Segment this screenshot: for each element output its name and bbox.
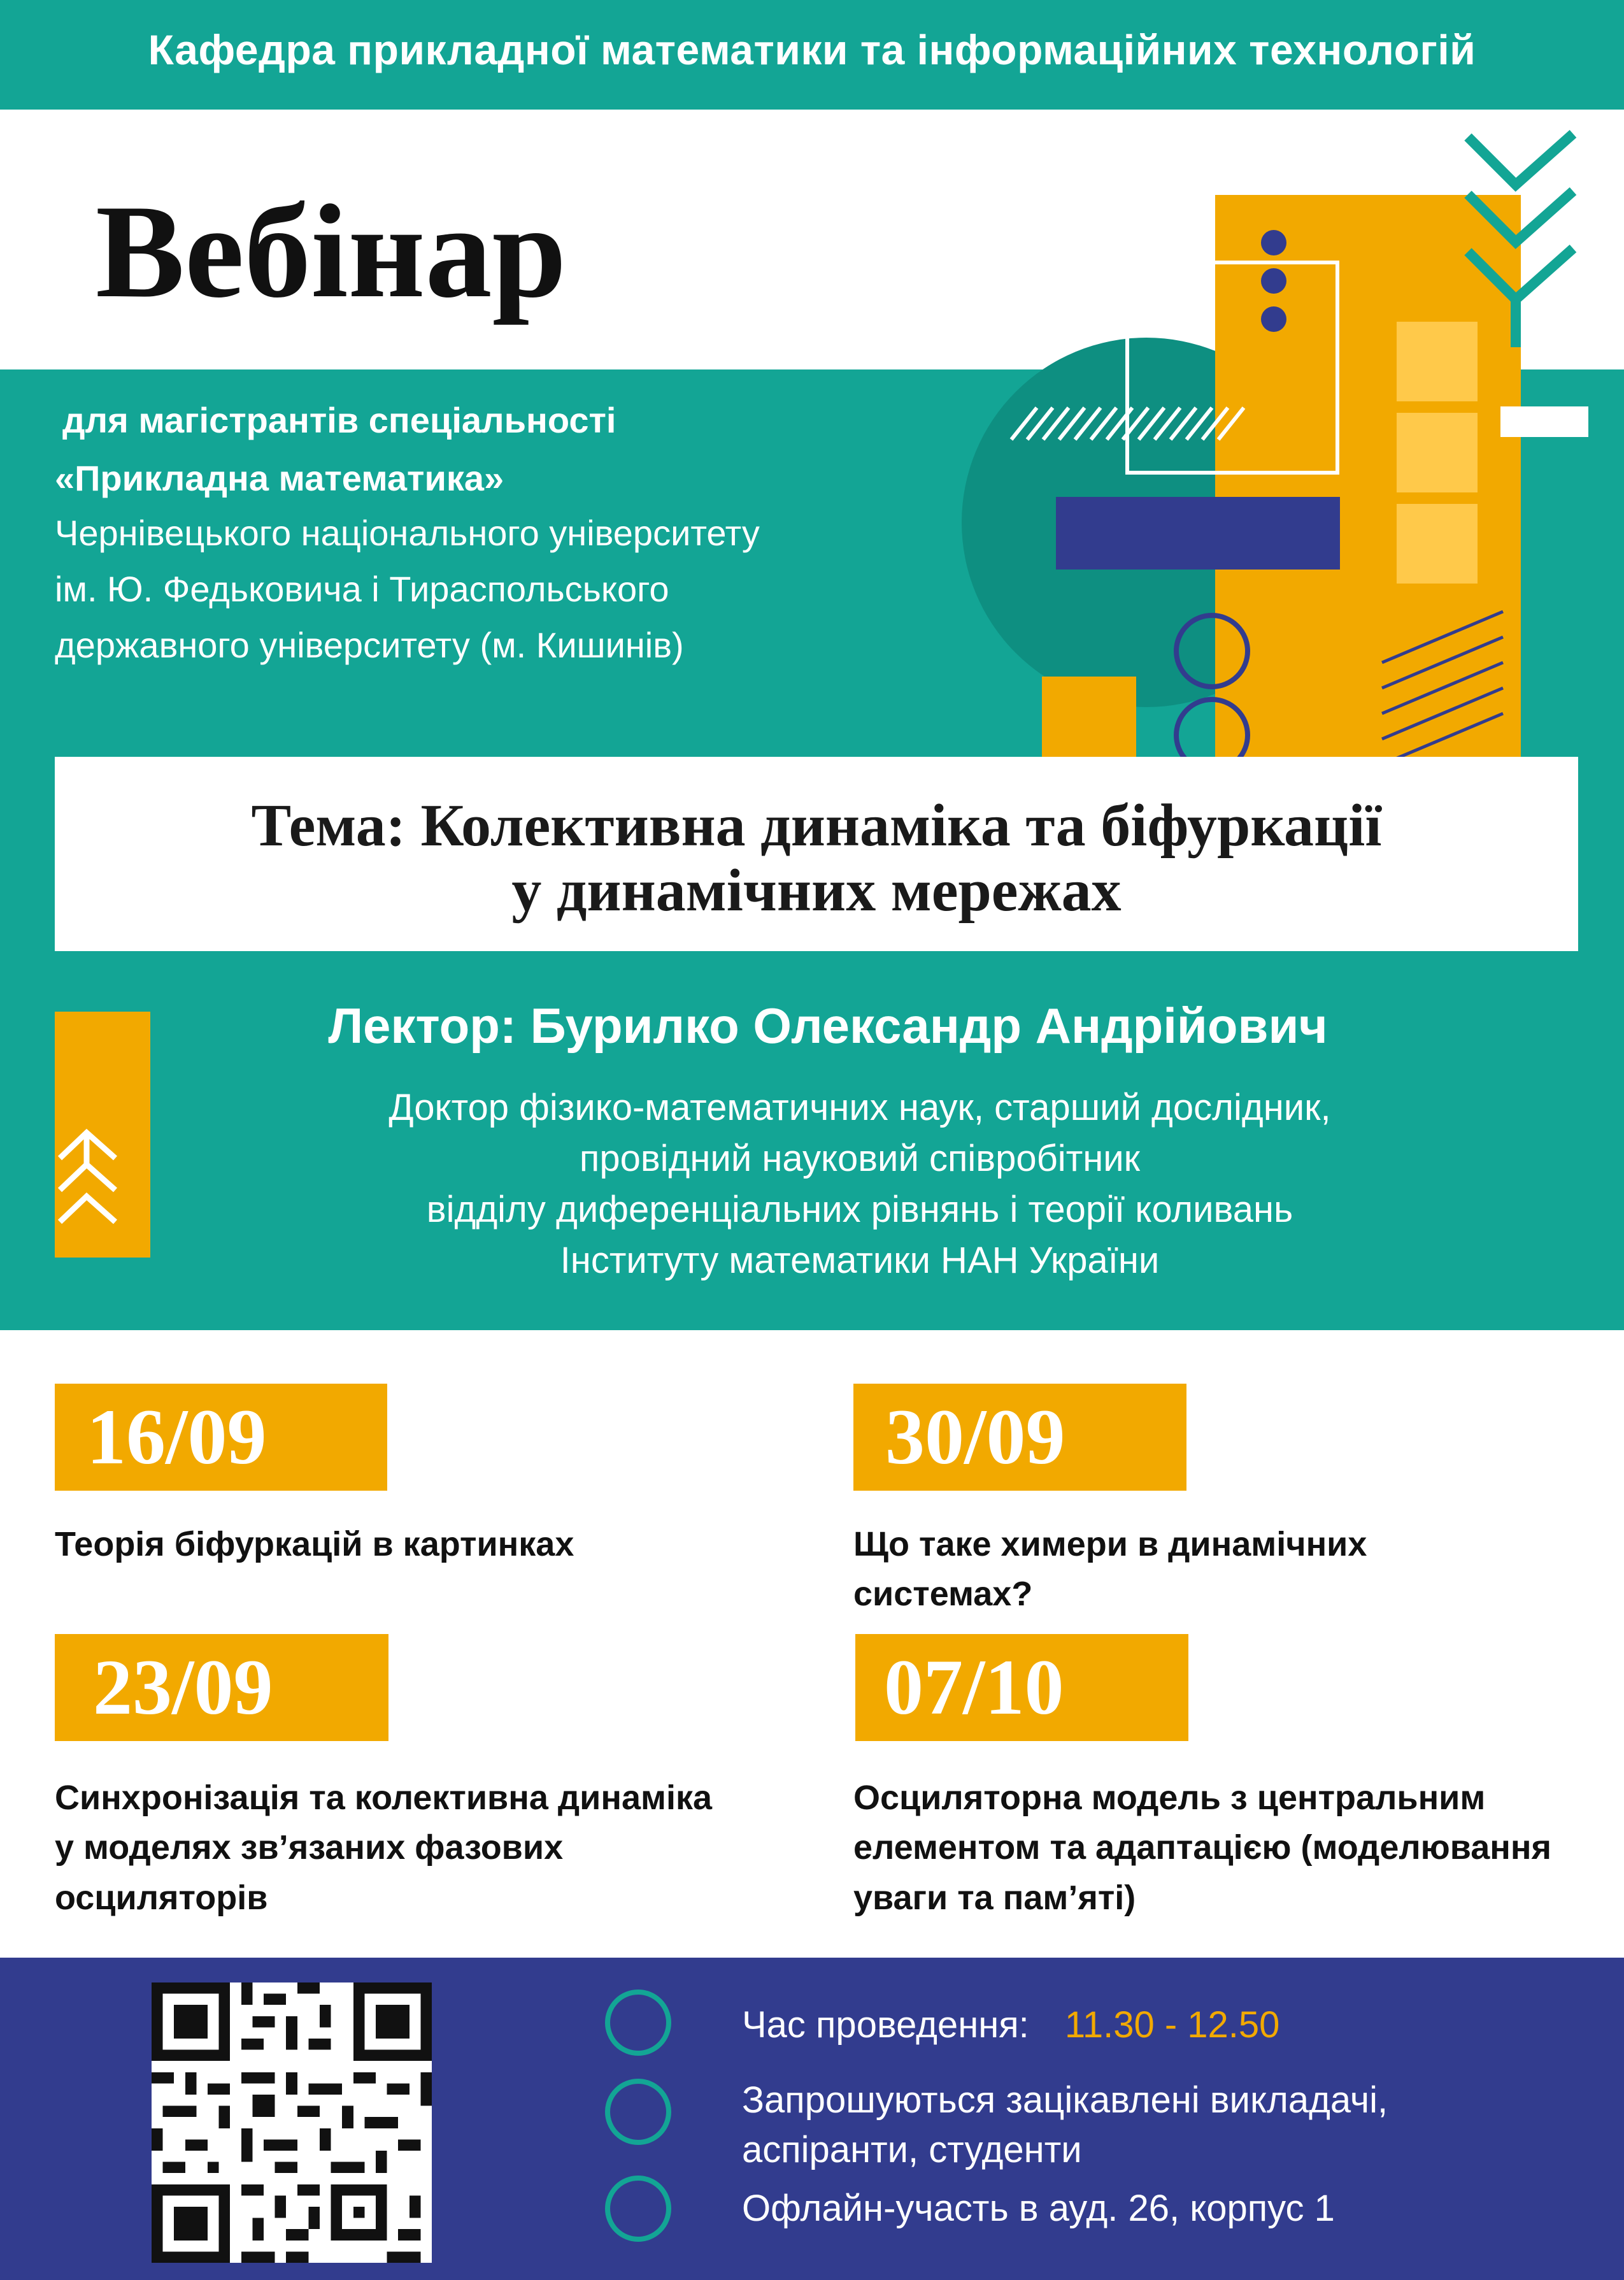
audience-line-5: державного університету (м. Кишинів) [55,625,684,665]
lecture-title-line: Теорія біфуркацій в картинках [55,1525,574,1563]
date-label: 07/10 [884,1644,1064,1731]
audience-line-4: ім. Ю. Федьковича і Тираспольського [55,569,669,609]
time-value: 11.30 - 12.50 [1064,2004,1280,2046]
lecture-title-line: Осциляторна модель з центральним [853,1779,1486,1817]
page-title: Вебінар [96,178,567,326]
lecture-title [853,1773,1551,1923]
topic-title [55,793,1578,924]
lecturer-credential-1: Доктор фізико-математичних наук, старший дослідник, [388,1087,1331,1128]
date-label: 23/09 [93,1644,273,1731]
date-badge [55,1634,388,1741]
lecture-title-line: Що таке химери в динамічних [853,1525,1367,1563]
department-name: Кафедра прикладної математики та інформаційних технологій [148,26,1476,73]
topic-line-1: Тема: Колективна динаміка та біфуркації [251,792,1382,859]
date-badge [55,1384,387,1491]
bullet-circle-icon [605,1990,671,2056]
date-label: 30/09 [885,1393,1065,1481]
qr-code-icon[interactable] [152,1982,432,2263]
invite-line-2: аспіранти, студенти [742,2129,1082,2171]
event-time [742,2000,1279,2050]
lecturer-credential-4: Інституту математики НАН України [560,1240,1160,1281]
bullet-circle-icon [605,2176,671,2242]
bullet-circle-icon [605,2079,671,2145]
date-badge [853,1384,1186,1491]
audience-line-1: для магістрантів спеціальності [62,400,616,440]
lecture-title-line: уваги та пам’яті) [853,1878,1136,1917]
lecture-title-line: елементом та адаптацією (моделювання [853,1828,1552,1867]
lecture-title-line: осциляторів [55,1878,268,1917]
lecturer-name: Лектор: Бурилко Олександр Андрійович [328,998,1328,1054]
lecturer-credential-2: провідний науковий співробітник [579,1138,1141,1179]
offline-location: Офлайн-участь в ауд. 26, корпус 1 [742,2188,1335,2229]
lecture-title [853,1519,1367,1619]
time-label: Час проведення: [742,2004,1029,2046]
lecture-title-line: системах? [853,1575,1033,1614]
invitation [742,2076,1388,2176]
lecture-title-line: у моделях зв’язаних фазових [55,1828,564,1867]
topic-line-2: у динамічних мережах [511,857,1122,924]
lecturer-credential-3: відділу диференціальних рівнянь і теорії коливань [426,1189,1293,1230]
lecture-title-line: Синхронізація та колективна динаміка [55,1779,713,1817]
date-label: 16/09 [87,1393,267,1481]
lecture-title [55,1519,574,1569]
audience-line-2: «Прикладна математика» [55,458,504,498]
audience-line-3: Чернівецького національного університету [55,513,760,553]
lecture-title [55,1773,712,1923]
invite-line-1: Запрошуються зацікавлені викладачі, [742,2079,1388,2121]
date-badge [855,1634,1188,1741]
